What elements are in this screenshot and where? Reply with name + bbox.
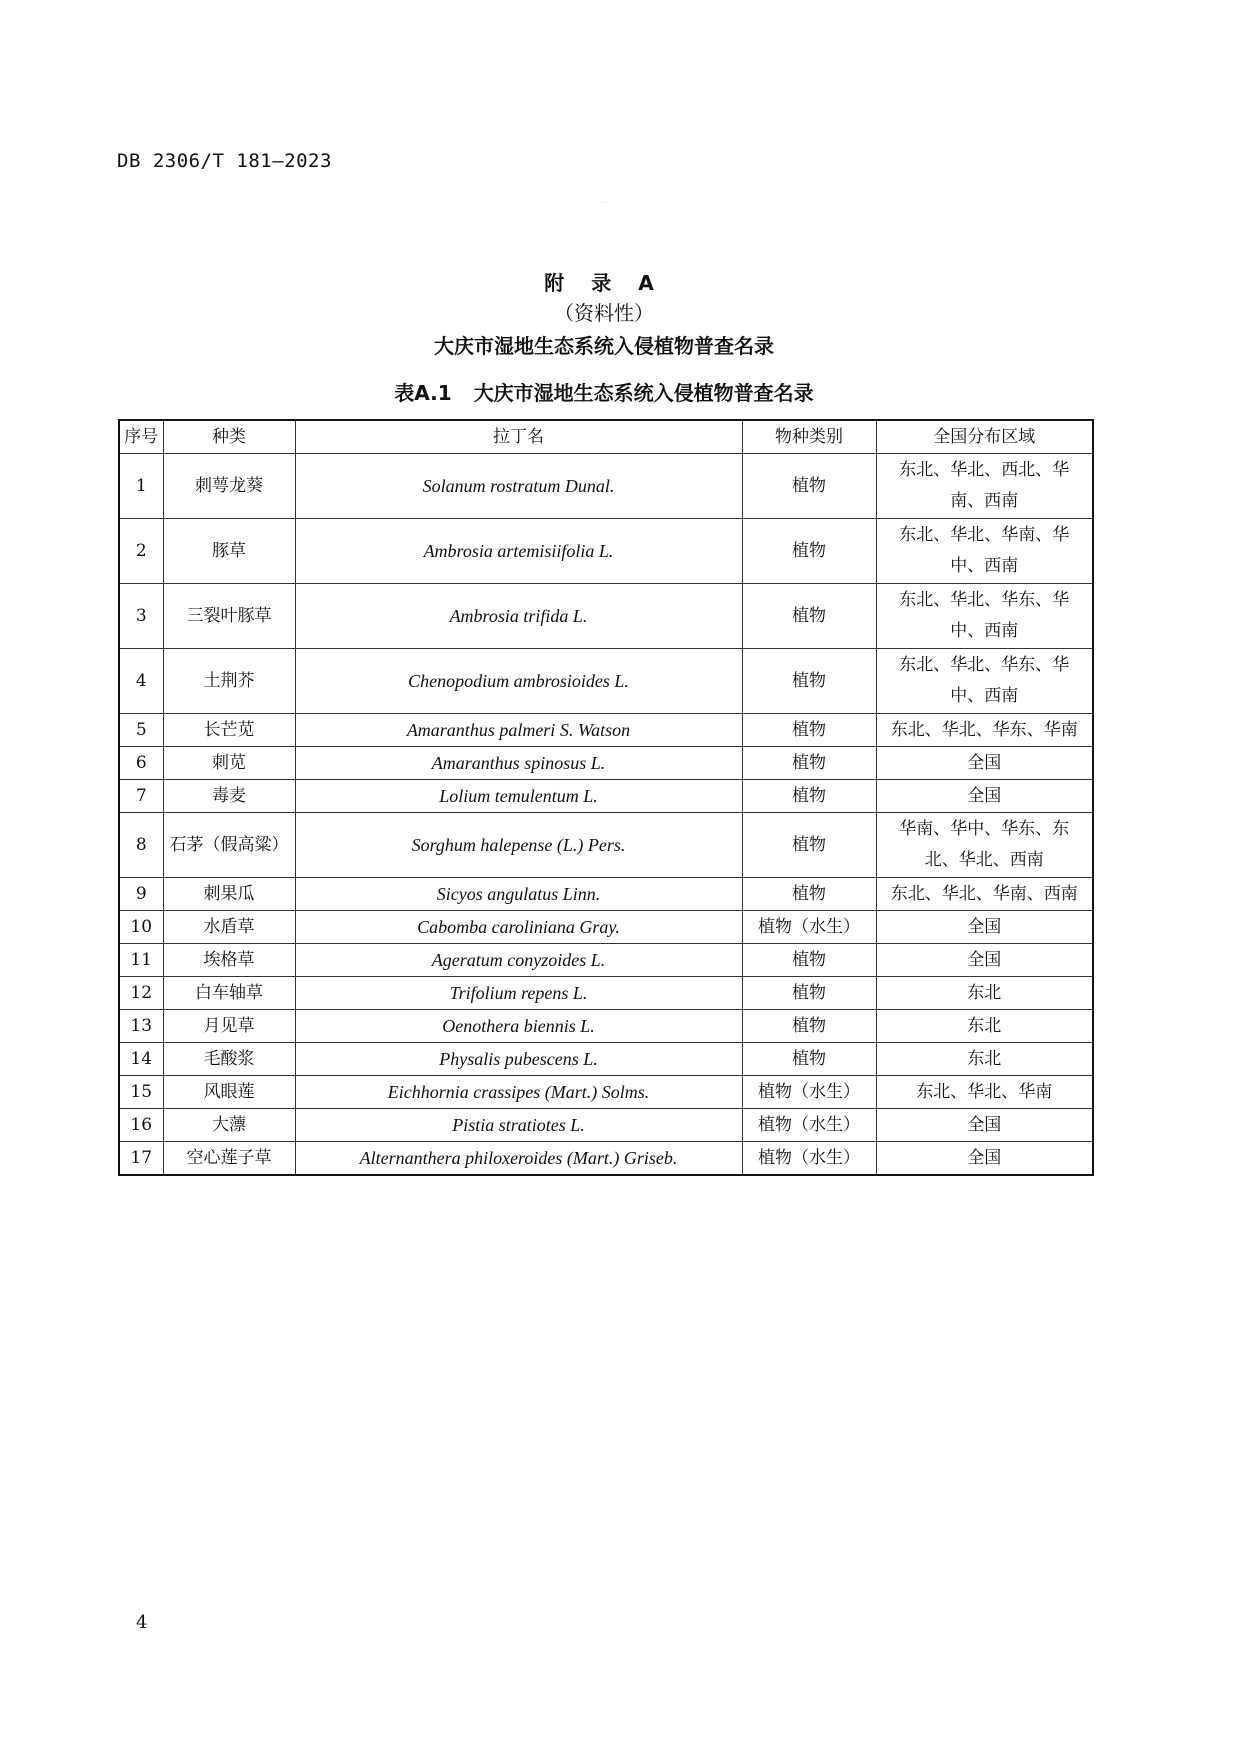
cell-region: 东北 [876, 977, 1093, 1010]
cell-latin: Sorghum halepense (L.) Pers. [295, 813, 742, 878]
cell-latin: Sicyos angulatus Linn. [295, 878, 742, 911]
cell-no: 13 [119, 1010, 163, 1043]
table-row [119, 649, 1093, 714]
cell-latin: Chenopodium ambrosioides L. [295, 649, 742, 714]
cell-category: 植物（水生） [742, 1142, 876, 1176]
cell-category: 植物（水生） [742, 1076, 876, 1109]
cell-no: 9 [119, 878, 163, 911]
cell-region: 东北、华北、华南 [876, 1076, 1093, 1109]
cell-region: 全国 [876, 1109, 1093, 1142]
header-region: 全国分布区域 [876, 420, 1093, 454]
table-row [119, 1043, 1093, 1076]
cell-name: 石茅（假高粱） [163, 813, 295, 878]
cell-name: 水盾草 [163, 911, 295, 944]
cell-latin: Eichhornia crassipes (Mart.) Solms. [295, 1076, 742, 1109]
cell-region: 东北、华北、华东、华中、西南 [876, 584, 1093, 649]
table-row [119, 1076, 1093, 1109]
cell-category: 植物 [742, 944, 876, 977]
cell-region: 全国 [876, 944, 1093, 977]
table-row [119, 519, 1093, 584]
annex-type: （资料性） [554, 301, 654, 325]
document-code: DB 2306/T 181—2023 [117, 150, 332, 172]
cell-name: 空心莲子草 [163, 1142, 295, 1176]
cell-no: 15 [119, 1076, 163, 1109]
cell-category: 植物 [742, 780, 876, 813]
cell-no: 10 [119, 911, 163, 944]
table-row [119, 813, 1093, 878]
table-row [119, 1109, 1093, 1142]
cell-region: 东北、华北、华东、华中、西南 [876, 649, 1093, 714]
table-row [119, 911, 1093, 944]
cell-name: 刺萼龙葵 [163, 454, 295, 519]
table-row [119, 747, 1093, 780]
cell-region: 华南、华中、华东、东北、华北、西南 [876, 813, 1093, 878]
cell-latin: Solanum rostratum Dunal. [295, 454, 742, 519]
table-caption-text: 大庆市湿地生态系统入侵植物普查名录 [473, 381, 814, 405]
cell-name: 土荆芥 [163, 649, 295, 714]
cell-no: 11 [119, 944, 163, 977]
cell-latin: Ambrosia trifida L. [295, 584, 742, 649]
cell-name: 大薸 [163, 1109, 295, 1142]
cell-name: 月见草 [163, 1010, 295, 1043]
cell-name: 三裂叶豚草 [163, 584, 295, 649]
cell-no: 7 [119, 780, 163, 813]
cell-no: 16 [119, 1109, 163, 1142]
table-row [119, 1010, 1093, 1043]
cell-category: 植物（水生） [742, 1109, 876, 1142]
annex-title: 附 录 A [544, 271, 664, 295]
cell-category: 植物 [742, 878, 876, 911]
scan-speck: · · [600, 198, 608, 207]
cell-latin: Amaranthus palmeri S. Watson [295, 714, 742, 747]
cell-name: 刺苋 [163, 747, 295, 780]
table-header-row [119, 420, 1093, 454]
cell-region: 东北 [876, 1043, 1093, 1076]
table-row [119, 944, 1093, 977]
cell-category: 植物（水生） [742, 911, 876, 944]
cell-no: 4 [119, 649, 163, 714]
cell-name: 豚草 [163, 519, 295, 584]
table-row [119, 714, 1093, 747]
header-category: 物种类别 [742, 420, 876, 454]
cell-region: 东北、华北、华南、西南 [876, 878, 1093, 911]
table-caption-label: 表A.1 [394, 381, 452, 405]
cell-name: 毛酸浆 [163, 1043, 295, 1076]
cell-category: 植物 [742, 977, 876, 1010]
header-latin: 拉丁名 [295, 420, 742, 454]
annex-name: 大庆市湿地生态系统入侵植物普查名录 [434, 334, 774, 358]
cell-category: 植物 [742, 1043, 876, 1076]
cell-category: 植物 [742, 813, 876, 878]
cell-latin: Trifolium repens L. [295, 977, 742, 1010]
cell-no: 14 [119, 1043, 163, 1076]
cell-name: 毒麦 [163, 780, 295, 813]
cell-category: 植物 [742, 747, 876, 780]
cell-no: 2 [119, 519, 163, 584]
page-number: 4 [136, 1612, 148, 1633]
cell-category: 植物 [742, 714, 876, 747]
cell-no: 12 [119, 977, 163, 1010]
cell-no: 1 [119, 454, 163, 519]
cell-no: 8 [119, 813, 163, 878]
header-name: 种类 [163, 420, 295, 454]
cell-latin: Alternanthera philoxeroides (Mart.) Griseb. [295, 1142, 742, 1176]
cell-name: 埃格草 [163, 944, 295, 977]
cell-name: 风眼莲 [163, 1076, 295, 1109]
cell-category: 植物 [742, 454, 876, 519]
cell-latin: Lolium temulentum L. [295, 780, 742, 813]
cell-latin: Amaranthus spinosus L. [295, 747, 742, 780]
table-body [119, 454, 1093, 1176]
cell-no: 17 [119, 1142, 163, 1176]
cell-latin: Ambrosia artemisiifolia L. [295, 519, 742, 584]
table-row [119, 977, 1093, 1010]
cell-name: 白车轴草 [163, 977, 295, 1010]
table-row [119, 1142, 1093, 1176]
cell-region: 东北 [876, 1010, 1093, 1043]
cell-region: 东北、华北、华东、华南 [876, 714, 1093, 747]
cell-region: 东北、华北、华南、华中、西南 [876, 519, 1093, 584]
cell-category: 植物 [742, 519, 876, 584]
cell-region: 全国 [876, 1142, 1093, 1176]
cell-region: 全国 [876, 911, 1093, 944]
cell-category: 植物 [742, 584, 876, 649]
cell-latin: Pistia stratiotes L. [295, 1109, 742, 1142]
table-row [119, 584, 1093, 649]
cell-region: 全国 [876, 780, 1093, 813]
cell-latin: Ageratum conyzoides L. [295, 944, 742, 977]
cell-no: 5 [119, 714, 163, 747]
table-row [119, 780, 1093, 813]
header-no: 序号 [119, 420, 163, 454]
cell-no: 3 [119, 584, 163, 649]
invasive-plant-table [118, 419, 1094, 1176]
cell-region: 东北、华北、西北、华南、西南 [876, 454, 1093, 519]
cell-category: 植物 [742, 1010, 876, 1043]
cell-latin: Cabomba caroliniana Gray. [295, 911, 742, 944]
table-row [119, 454, 1093, 519]
cell-no: 6 [119, 747, 163, 780]
table-row [119, 878, 1093, 911]
cell-region: 全国 [876, 747, 1093, 780]
table-caption [0, 377, 1208, 406]
cell-name: 刺果瓜 [163, 878, 295, 911]
cell-latin: Oenothera biennis L. [295, 1010, 742, 1043]
cell-name: 长芒苋 [163, 714, 295, 747]
cell-category: 植物 [742, 649, 876, 714]
cell-latin: Physalis pubescens L. [295, 1043, 742, 1076]
